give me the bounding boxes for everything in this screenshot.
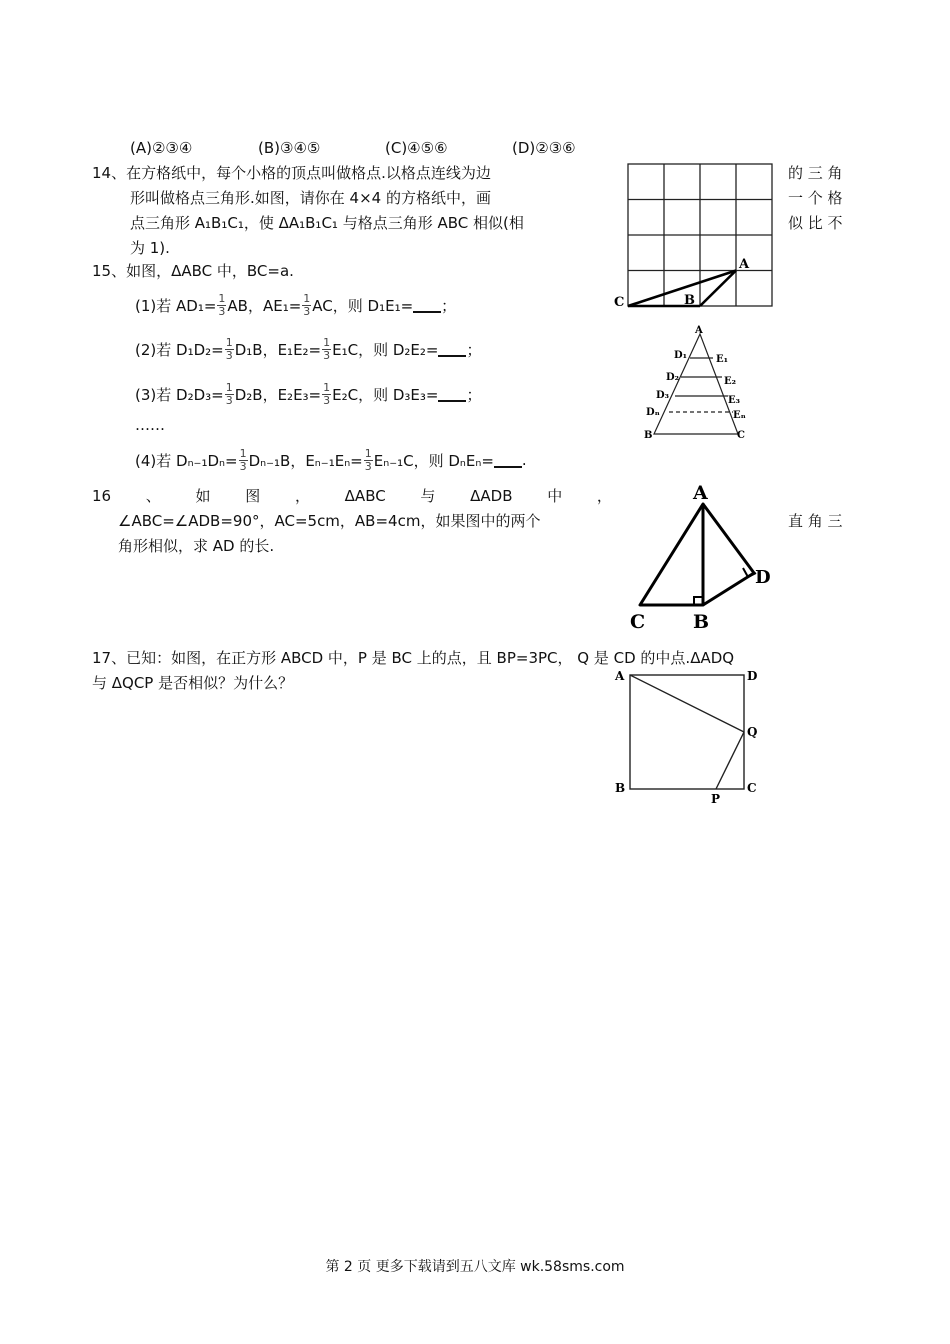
- q16-triangle-figure: [628, 478, 778, 634]
- q16-label-d: D: [755, 567, 771, 588]
- q17-label-q: Q: [747, 725, 758, 739]
- q16-line-3: 角形相似，求 AD 的长.: [118, 537, 275, 555]
- q14-right-1: 的 三 角: [788, 164, 843, 182]
- q15-label-e1: E₁: [716, 354, 729, 365]
- q15-label-d2: D₂: [666, 372, 680, 383]
- q15-ellipsis: ……: [135, 416, 165, 434]
- q13-option-d: (D)②③⑥: [512, 139, 576, 157]
- q13-option-b: (B)③④⑤: [258, 139, 321, 157]
- q15-head: 15、如图，ΔABC 中，BC=a.: [92, 262, 294, 280]
- q14-line-4: 为 1).: [130, 239, 170, 257]
- q17-label-b: B: [615, 781, 626, 795]
- q13-option-c: (C)④⑤⑥: [385, 139, 448, 157]
- q15-part-4: (4)若 Dₙ₋₁Dₙ= $\frac{1}{3}$ Dₙ₋₁B，Eₙ₋₁Eₙ= $\frac{1}{3}$ Eₙ₋₁C，则 DₙEₙ= .: [135, 446, 527, 473]
- answer-blank[interactable]: [438, 341, 466, 357]
- q15-label-a: A: [695, 325, 703, 336]
- q17-label-p: P: [711, 792, 721, 806]
- q15-label-b: B: [644, 430, 653, 441]
- q14-right-2: 一 个 格: [788, 189, 843, 207]
- q15-label-d1: D₁: [674, 350, 688, 361]
- q15-label-e2: E₂: [724, 376, 737, 387]
- q17-label-c: C: [747, 781, 757, 795]
- q16-line-1: 16 、 如 图 ， ΔABC 与 ΔADB 中 ，: [92, 487, 612, 505]
- q17-label-a: A: [615, 669, 625, 683]
- q17-line-1: 17、已知：如图，在正方形 ABCD 中，P 是 BC 上的点，且 BP=3PC， Q 是 CD 的中点.ΔADQ: [92, 649, 735, 667]
- q16-label-c: C: [630, 611, 646, 633]
- q16-right-2: 直 角 三: [788, 512, 843, 530]
- q17-label-d: D: [747, 669, 758, 683]
- answer-blank[interactable]: [438, 386, 466, 402]
- q16-line-2: ∠ABC=∠ADB=90°，AC=5cm，AB=4cm，如果图中的两个: [118, 512, 541, 530]
- q14-label-c: C: [614, 295, 625, 310]
- q14-line-2: 形叫做格点三角形.如图，请你在 4×4 的方格纸中，画: [130, 189, 491, 207]
- q15-triangle-figure: [640, 322, 760, 444]
- answer-blank[interactable]: [494, 452, 522, 468]
- q16-label-a: A: [693, 482, 708, 504]
- q15-label-c: C: [737, 430, 745, 441]
- q13-option-a: (A)②③④: [130, 139, 193, 157]
- q17-square-figure: [608, 665, 768, 807]
- q15-label-en: Eₙ: [733, 410, 746, 421]
- q15-part-1: (1)若 AD₁= $\frac{1}{3}$ AB，AE₁= $\frac{1}{3}$ AC，则 D₁E₁= ；: [135, 291, 457, 318]
- q14-right-3: 似 比 不: [788, 214, 843, 232]
- page-footer: 第 2 页 更多下载请到五八文库 wk.58sms.com: [325, 1259, 625, 1275]
- q15-part-2: (2)若 D₁D₂= $\frac{1}{3}$ D₁B，E₁E₂= $\frac{1}{3}$ E₁C，则 D₂E₂= ；: [135, 335, 482, 362]
- q14-label-a: A: [739, 257, 750, 272]
- q14-grid-figure: [612, 158, 782, 310]
- q14-line-3: 点三角形 A₁B₁C₁，使 ΔA₁B₁C₁ 与格点三角形 ABC 相似(相: [130, 214, 524, 232]
- answer-blank[interactable]: [413, 297, 441, 313]
- q16-label-b: B: [693, 611, 710, 633]
- q17-line-2: 与 ΔQCP 是否相似？为什么？: [92, 674, 294, 692]
- q14-line-1: 14、在方格纸中，每个小格的顶点叫做格点.以格点连线为边: [92, 164, 491, 182]
- q15-label-e3: E₃: [728, 395, 741, 406]
- q14-label-b: B: [684, 293, 695, 308]
- q15-part-3: (3)若 D₂D₃= $\frac{1}{3}$ D₂B，E₂E₃= $\frac{1}{3}$ E₂C，则 D₃E₃= ；: [135, 380, 482, 407]
- q15-label-d3: D₃: [656, 390, 670, 401]
- q15-label-dn: Dₙ: [646, 407, 660, 418]
